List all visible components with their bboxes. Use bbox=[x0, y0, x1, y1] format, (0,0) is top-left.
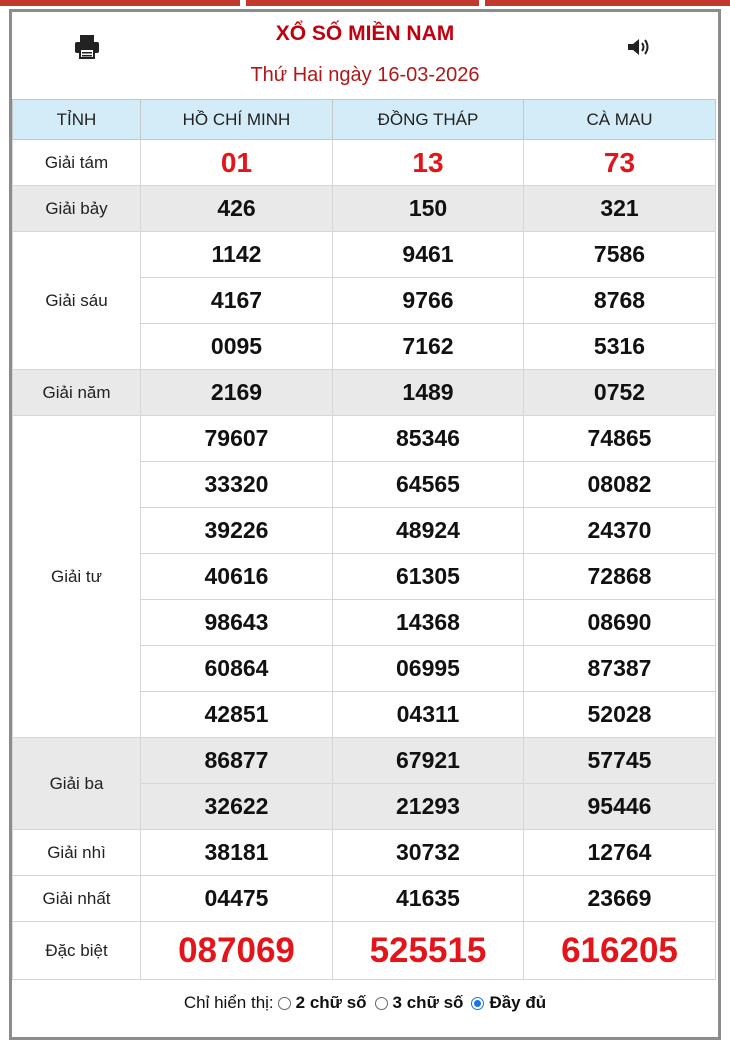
table-row bbox=[13, 140, 716, 186]
prize-number: 23669 bbox=[524, 876, 716, 922]
table-row bbox=[13, 876, 716, 922]
prize-number: 0752 bbox=[524, 370, 716, 416]
top-tab-strip bbox=[0, 0, 730, 6]
prize-number: 7586 bbox=[524, 232, 716, 278]
column-header-ho-chi-minh: HỒ CHÍ MINH bbox=[141, 100, 333, 140]
table-row bbox=[13, 922, 716, 980]
prize-number: 33320 bbox=[141, 462, 333, 508]
prize-number: 0095 bbox=[141, 324, 333, 370]
prize-label: Đặc biệt bbox=[13, 922, 141, 980]
prize-number: 24370 bbox=[524, 508, 716, 554]
prize-number: 38181 bbox=[141, 830, 333, 876]
results-table bbox=[12, 99, 716, 980]
prize-label: Giải nhất bbox=[13, 876, 141, 922]
prize-number: 06995 bbox=[333, 646, 524, 692]
prize-number: 48924 bbox=[333, 508, 524, 554]
table-row bbox=[13, 416, 716, 462]
prize-number: 79607 bbox=[141, 416, 333, 462]
display-filter bbox=[12, 980, 718, 1026]
prize-label: Giải sáu bbox=[13, 232, 141, 370]
prize-number: 426 bbox=[141, 186, 333, 232]
table-row bbox=[13, 830, 716, 876]
prize-number: 98643 bbox=[141, 600, 333, 646]
prize-number: 64565 bbox=[333, 462, 524, 508]
results-header bbox=[12, 12, 718, 99]
prize-number: 525515 bbox=[333, 922, 524, 980]
prize-number: 4167 bbox=[141, 278, 333, 324]
prize-number: 9461 bbox=[333, 232, 524, 278]
prize-number: 2169 bbox=[141, 370, 333, 416]
radio-2-digits[interactable] bbox=[278, 997, 291, 1010]
prize-number: 5316 bbox=[524, 324, 716, 370]
speaker-icon[interactable] bbox=[626, 36, 652, 58]
prize-number: 41635 bbox=[333, 876, 524, 922]
prize-number: 61305 bbox=[333, 554, 524, 600]
option-2-digits-label: 2 chữ số bbox=[295, 993, 367, 1012]
prize-number: 12764 bbox=[524, 830, 716, 876]
table-row bbox=[13, 186, 716, 232]
prize-label: Giải nhì bbox=[13, 830, 141, 876]
prize-number: 321 bbox=[524, 186, 716, 232]
prize-number: 7162 bbox=[333, 324, 524, 370]
table-header-row bbox=[13, 100, 716, 140]
prize-number: 42851 bbox=[141, 692, 333, 738]
prize-number: 85346 bbox=[333, 416, 524, 462]
prize-number: 32622 bbox=[141, 784, 333, 830]
prize-number: 86877 bbox=[141, 738, 333, 784]
draw-date: Thứ Hai ngày 16-03-2026 bbox=[250, 64, 480, 86]
radio-full[interactable] bbox=[471, 997, 484, 1010]
prize-label: Giải tám bbox=[13, 140, 141, 186]
prize-number: 60864 bbox=[141, 646, 333, 692]
prize-number: 04475 bbox=[141, 876, 333, 922]
prize-number: 01 bbox=[141, 140, 333, 186]
prize-label: Giải ba bbox=[13, 738, 141, 830]
prize-number: 87387 bbox=[524, 646, 716, 692]
prize-number: 087069 bbox=[141, 922, 333, 980]
prize-number: 08082 bbox=[524, 462, 716, 508]
prize-number: 67921 bbox=[333, 738, 524, 784]
prize-number: 08690 bbox=[524, 600, 716, 646]
prize-number: 72868 bbox=[524, 554, 716, 600]
prize-number: 616205 bbox=[524, 922, 716, 980]
column-header-ca-mau: CÀ MAU bbox=[524, 100, 716, 140]
table-row bbox=[13, 370, 716, 416]
radio-3-digits[interactable] bbox=[375, 997, 388, 1010]
prize-number: 13 bbox=[333, 140, 524, 186]
prize-number: 52028 bbox=[524, 692, 716, 738]
option-full[interactable] bbox=[471, 993, 546, 1013]
prize-number: 1489 bbox=[333, 370, 524, 416]
option-2-digits[interactable] bbox=[278, 993, 367, 1013]
prize-number: 04311 bbox=[333, 692, 524, 738]
display-filter-label: Chỉ hiển thị: bbox=[183, 993, 274, 1012]
prize-number: 21293 bbox=[333, 784, 524, 830]
prize-label: Giải năm bbox=[13, 370, 141, 416]
results-body bbox=[13, 140, 716, 980]
prize-number: 1142 bbox=[141, 232, 333, 278]
prize-number: 14368 bbox=[333, 600, 524, 646]
prize-number: 74865 bbox=[524, 416, 716, 462]
prize-number: 30732 bbox=[333, 830, 524, 876]
table-row bbox=[13, 232, 716, 278]
option-full-label: Đầy đủ bbox=[489, 993, 547, 1012]
prize-number: 57745 bbox=[524, 738, 716, 784]
prize-number: 95446 bbox=[524, 784, 716, 830]
prize-number: 40616 bbox=[141, 554, 333, 600]
prize-label: Giải bảy bbox=[13, 186, 141, 232]
prize-number: 8768 bbox=[524, 278, 716, 324]
prize-number: 73 bbox=[524, 140, 716, 186]
option-3-digits[interactable] bbox=[375, 993, 464, 1013]
column-header-province: TỈNH bbox=[13, 100, 141, 140]
prize-number: 39226 bbox=[141, 508, 333, 554]
column-header-dong-thap: ĐỒNG THÁP bbox=[333, 100, 524, 140]
prize-number: 150 bbox=[333, 186, 524, 232]
results-panel bbox=[9, 9, 721, 1040]
option-3-digits-label: 3 chữ số bbox=[392, 993, 464, 1012]
prize-label: Giải tư bbox=[13, 416, 141, 738]
prize-number: 9766 bbox=[333, 278, 524, 324]
page-title: XỔ SỐ MIỀN NAM bbox=[275, 22, 455, 45]
table-row bbox=[13, 738, 716, 784]
